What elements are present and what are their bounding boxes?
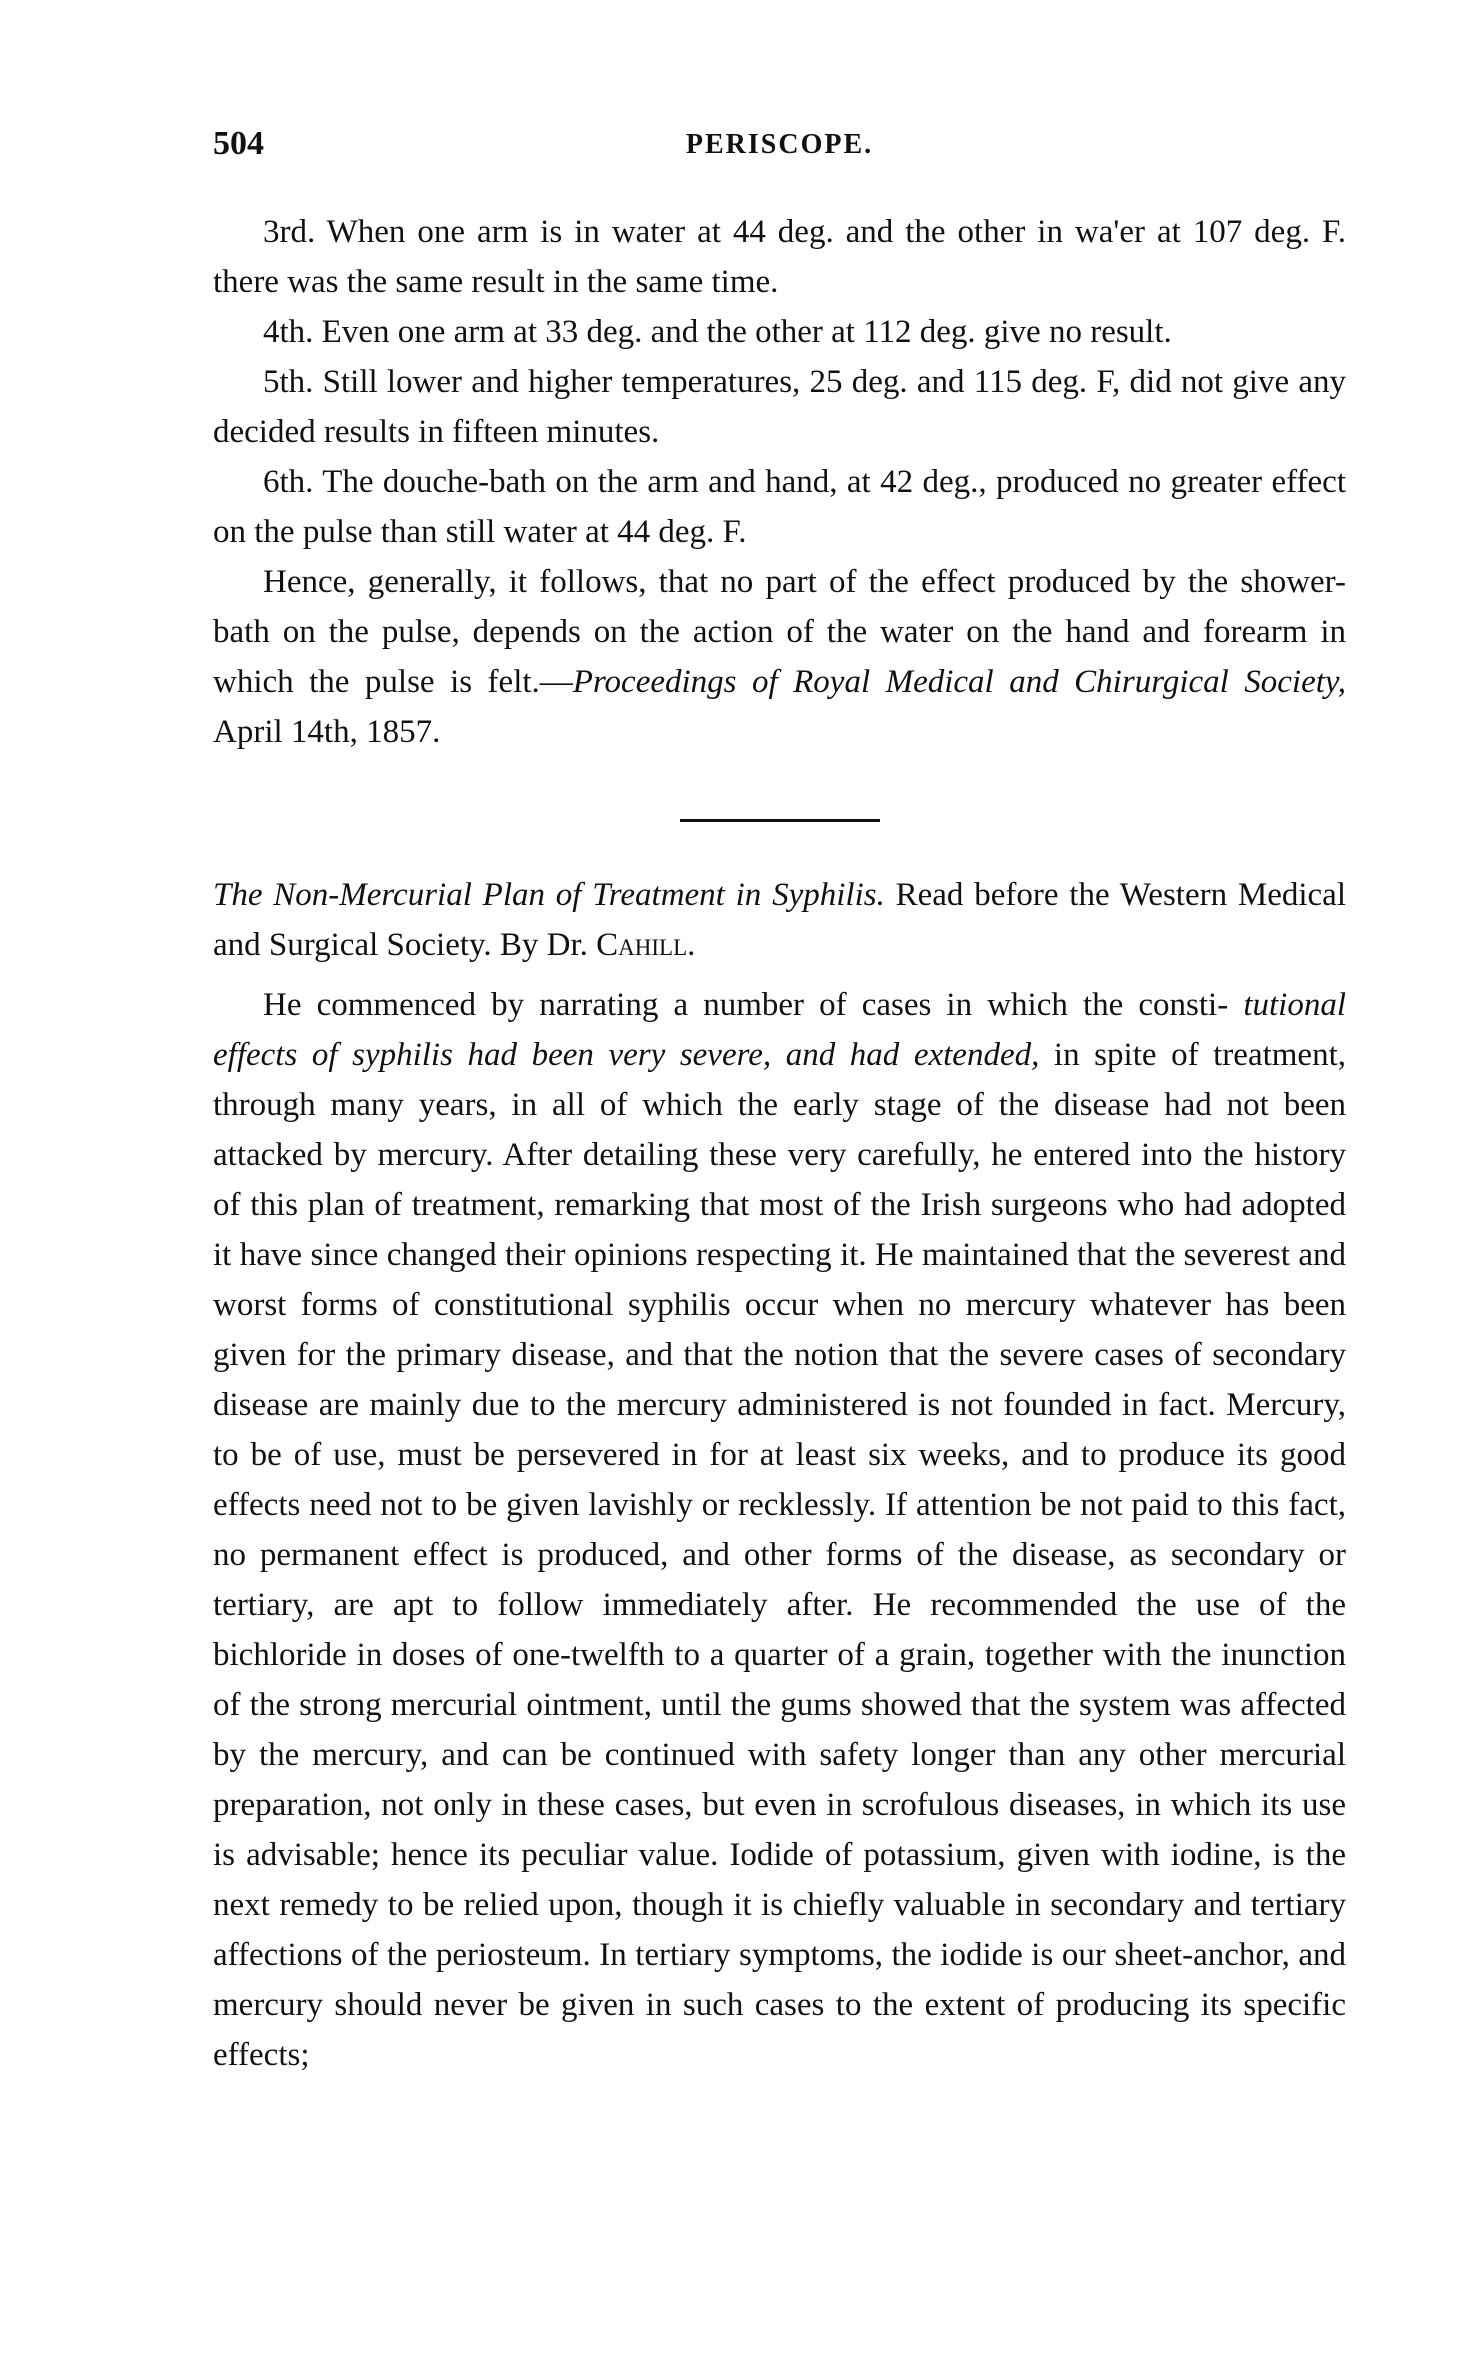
experiment-results — [213, 207, 1346, 757]
section-divider — [680, 819, 880, 822]
article-title: The Non-Mercurial Plan of Treatment in Syphilis. — [213, 877, 885, 913]
article-author: Cahill. — [596, 927, 696, 963]
article-heading — [213, 870, 1346, 970]
citation-source: Proceedings of Royal Medical and Chirurgical Society, — [572, 664, 1346, 700]
page — [213, 125, 1346, 2080]
running-head: PERISCOPE. — [685, 129, 874, 160]
result-paragraph-6th: 6th. The douche-bath on the arm and hand, at 42 deg., produced no greater effect on the pulse than still water at 44 deg. F. — [213, 464, 1346, 550]
conclusion-paragraph — [213, 557, 1346, 757]
article-body-start: He commenced by narrating a number of cases in which the consti- — [263, 987, 1229, 1023]
article-body-italic: tutional effects of syphilis had been very severe, and had extended, — [213, 987, 1346, 1073]
article-venue: Read before the Western Medical and Surgical Society. By Dr. — [213, 877, 1347, 963]
page-number: 504 — [213, 125, 264, 162]
result-paragraph-5th: 5th. Still lower and higher temperatures, 25 deg. and 115 deg. F, did not give any decided results in fifteen minutes. — [213, 364, 1346, 450]
result-paragraph-3rd: 3rd. When one arm is in water at 44 deg. and the other in wa'er at 107 deg. F. there was the same result in the same time. — [213, 214, 1346, 300]
article-body-rest: in spite of treatment, through many years, in all of which the early stage of the disease had not been attacked by mercury. After detailing these very carefully, he entered into the history of this plan of treatment, remarking that most of the Irish surgeons who had adopted it have since changed their opinions respecting it. He maintained that the severest and worst forms of constitutional syphilis occur when no mercury whatever has been given for the primary disease, and that the notion that the severe cases of secondary disease are mainly due to the mercury administered is not founded in fact. Mercury, to be of use, must be persevered in for at least six weeks, and to produce its good effects need not to be given lavishly or recklessly. If attention be not paid to this fact, no permanent effect is produced, and other forms of the disease, as secondary or tertiary, are apt to follow immediately after. He recommended the use of the bichloride in doses of one-twelfth to a quarter of a grain, together with the inunction of the strong mercurial ointment, until the gums showed that the system was affected by the mercury, and can be continued with safety longer than any other mercurial preparation, not only in these cases, but even in scrofulous diseases, in which its use is advisable; hence its peculiar value. Iodide of potassium, given with iodine, is the next remedy to be relied upon, though it is chiefly valuable in secondary and tertiary affections of the periosteum. In tertiary symptoms, the iodide is our sheet-anchor, and mercury should never be given in such cases to the extent of producing its specific effects; — [213, 1037, 1346, 2073]
page-header — [213, 125, 1346, 185]
article-body — [213, 980, 1346, 2080]
result-paragraph-4th: 4th. Even one arm at 33 deg. and the other at 112 deg. give no result. — [263, 314, 1172, 350]
conclusion-text: Hence, generally, it follows, that no part of the effect produced by the shower-bath on the pulse, depends on the action of the water on the hand and forearm in which the pulse is felt.— — [213, 564, 1346, 700]
citation-date: April 14th, 1857. — [213, 714, 441, 750]
